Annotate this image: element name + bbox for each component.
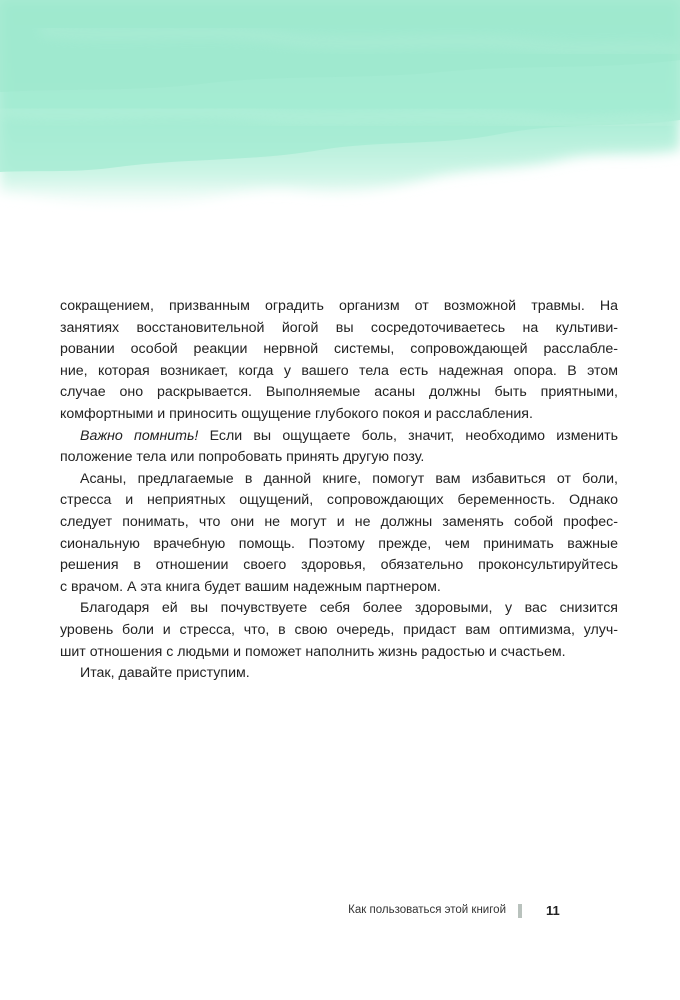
text-line: с врачом. А эта книга будет вашим надежным партнером.	[60, 578, 441, 595]
text-line: сокращением, призванным оградить организм от возможной травмы. На	[60, 298, 618, 314]
text-line: случае оно раскрывается. Выполняемые асаны должны быть приятными,	[60, 384, 618, 401]
text-line: следует понимать, что они не могут и не должны заменять собой профес-	[60, 513, 618, 530]
page-footer	[0, 902, 680, 922]
paragraph-1	[60, 296, 618, 426]
text-line: сиональную врачебную помощь. Поэтому прежде, чем принимать важные	[60, 535, 618, 552]
text-line: ровании особой реакции нервной системы, сопровождающей расслабле-	[60, 341, 618, 358]
body-text	[60, 296, 618, 685]
footer-divider-bar	[518, 904, 522, 918]
text-line: комфортными и приносить ощущение глубокого покоя и расслабления.	[60, 405, 533, 422]
paragraph-5	[60, 663, 618, 685]
emphasis-text: Важно помнить!	[80, 427, 199, 444]
text-line: Благодаря ей вы почувствуете себя более здоровыми, у вас снизится	[80, 600, 618, 617]
text-line: стресса и неприятных ощущений, сопровождающих беременность. Однако	[60, 492, 618, 509]
text-line	[60, 426, 618, 448]
text-fragment: Если вы ощущаете боль, значит, необходимо изменить	[198, 427, 618, 444]
text-line: шит отношения с людьми и поможет наполнить жизнь радостью и счастьем.	[60, 643, 566, 660]
text-line: Итак, давайте приступим.	[80, 665, 250, 682]
text-line: уровень боли и стресса, что, в свою очередь, придаст вам оптимизма, улуч-	[60, 621, 618, 638]
text-line: решения в отношении своего здоровья, обязательно проконсультируйтесь	[60, 557, 618, 574]
watercolor-wash	[0, 0, 680, 230]
watercolor-header-band	[0, 0, 680, 230]
paragraph-2	[60, 426, 618, 469]
text-line: занятиях восстановительной йогой вы сосредоточиваетесь на культиви-	[60, 319, 618, 336]
text-line: Асаны, предлагаемые в данной книге, помогут вам избавиться от боли,	[80, 470, 618, 487]
running-title: Как пользоваться этой книгой	[348, 904, 506, 916]
paragraph-4	[60, 598, 618, 663]
paragraph-3	[60, 469, 618, 599]
page-number: 11	[546, 903, 560, 918]
text-line: положение тела или попробовать принять другую позу.	[60, 449, 425, 466]
text-line: ние, которая возникает, когда у вашего тела есть надежная опора. В этом	[60, 362, 618, 379]
